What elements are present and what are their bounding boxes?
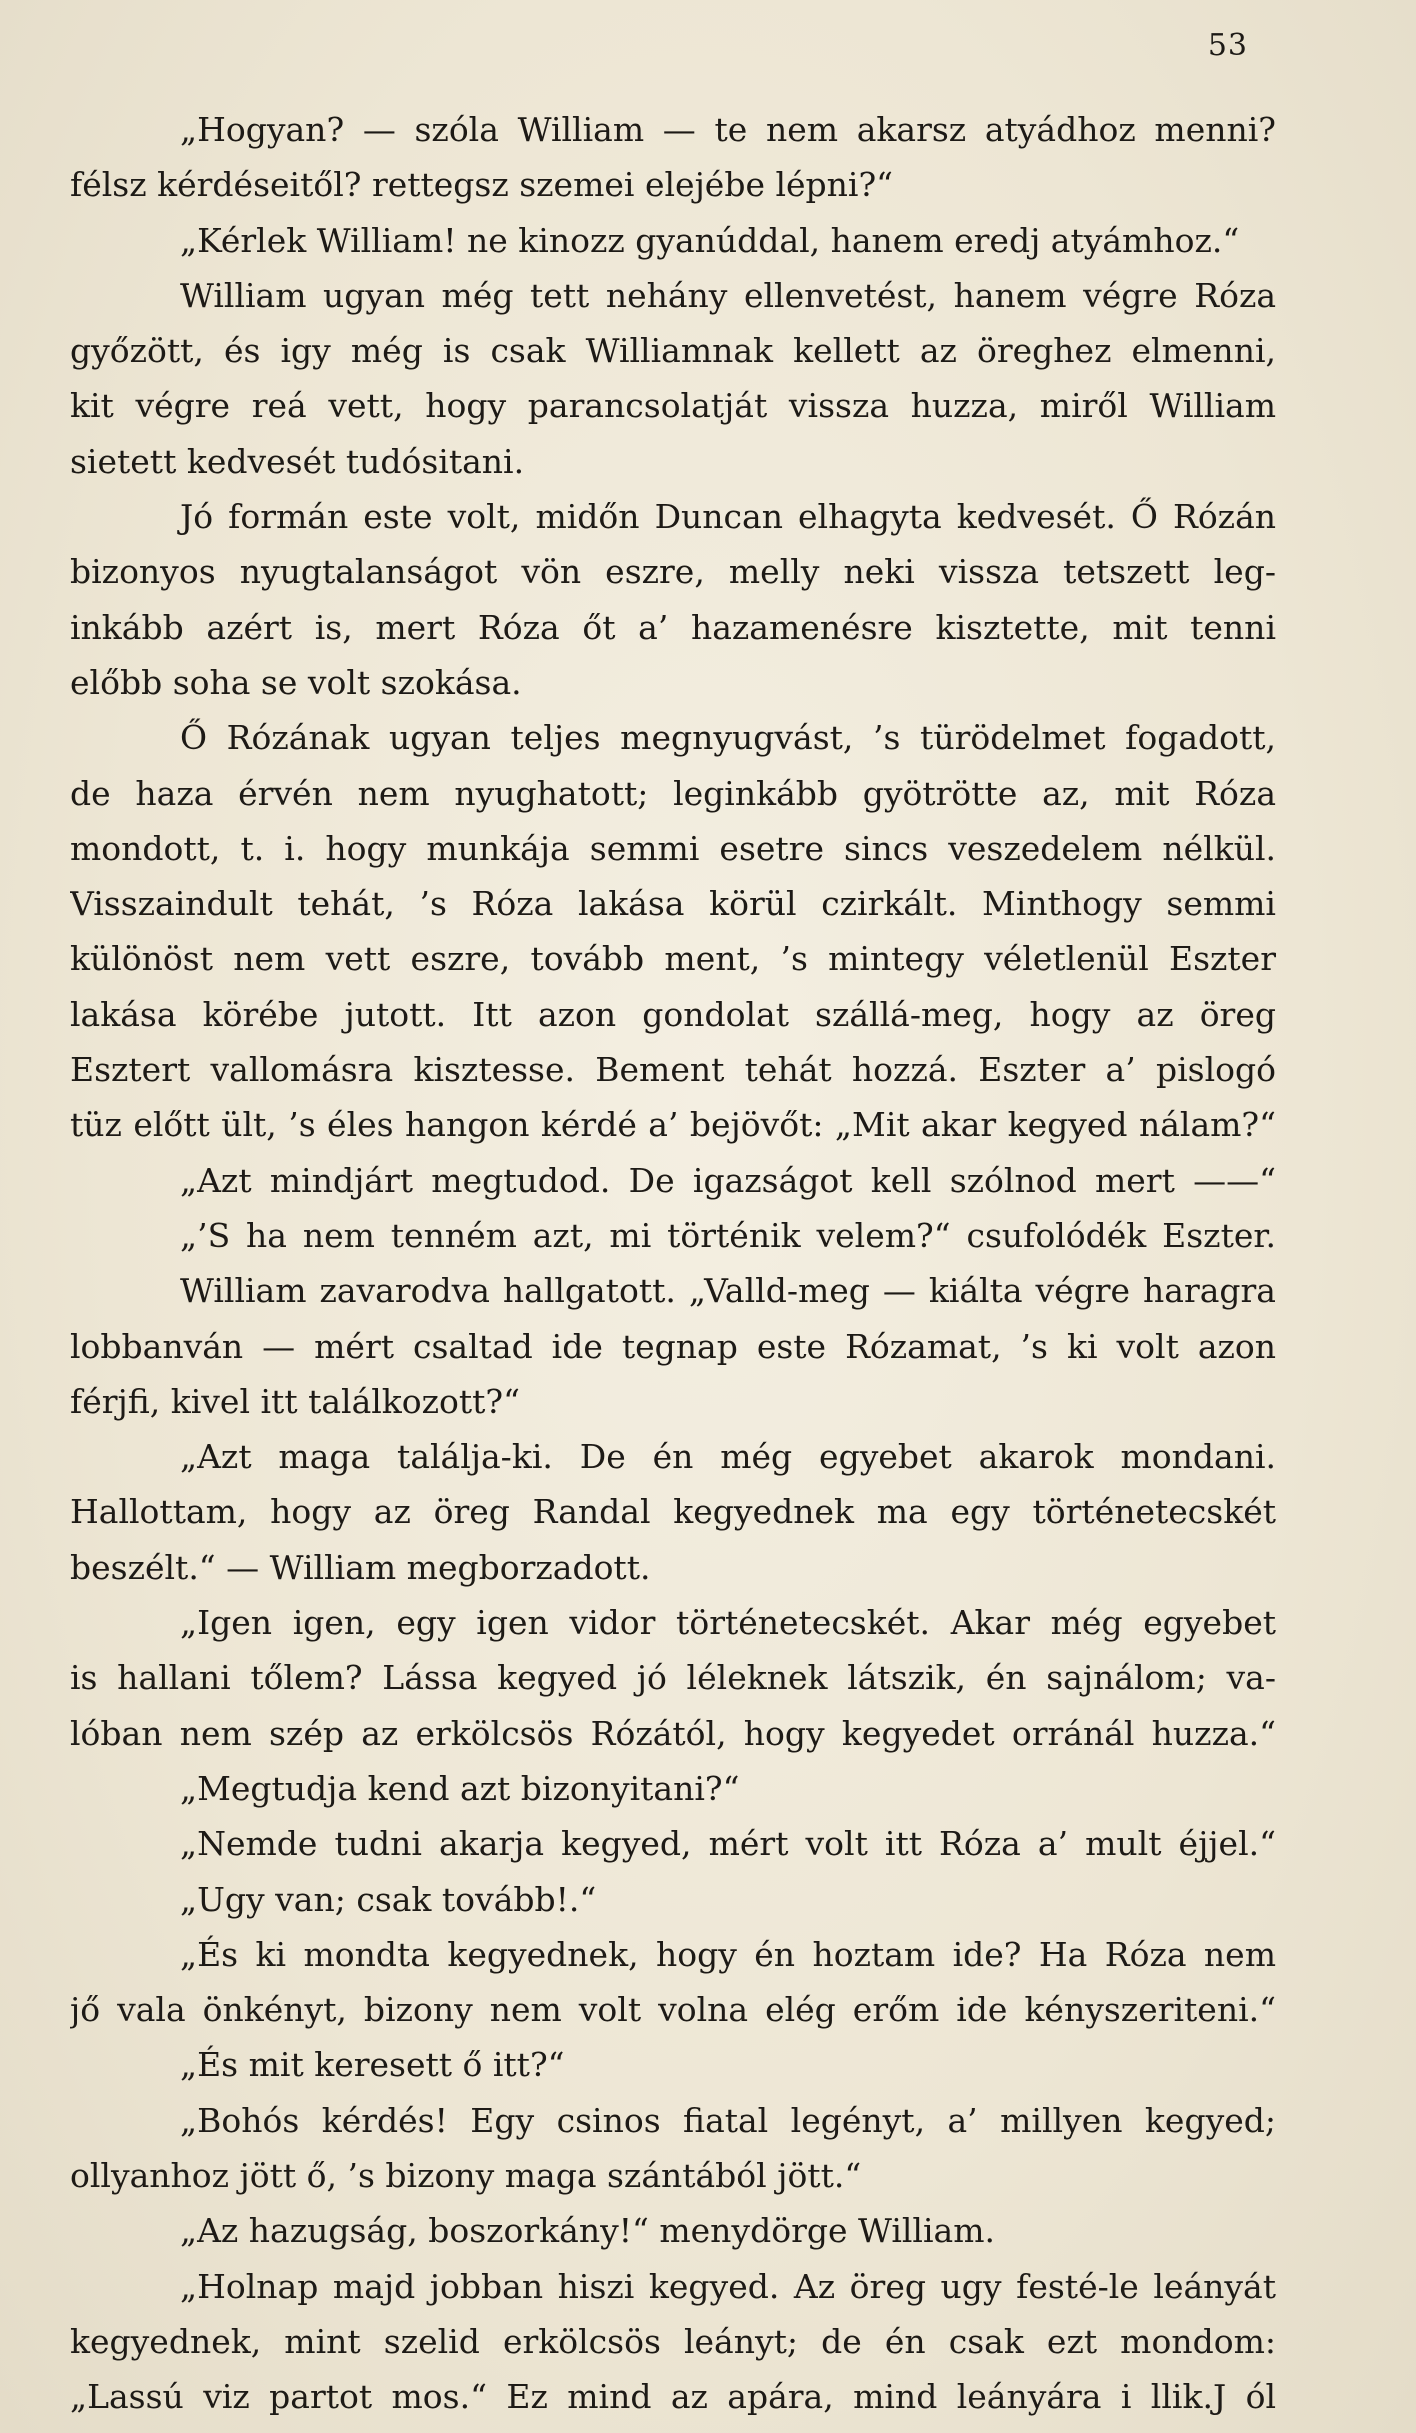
text-line: „És mit keresett ő itt?“ bbox=[180, 2045, 565, 2085]
text-line: jő vala önkényt, bizony nem volt volna elég erőm ide kényszeriteni.“ bbox=[70, 1990, 1276, 2030]
text-line: mondott, t. i. hogy munkája semmi esetre sincs veszedelem nélkül. bbox=[70, 828, 1276, 868]
text-line: előbb soha se volt szokása. bbox=[70, 662, 522, 702]
text-line: Esztert vallomásra kisztesse. Bement tehát hozzá. Eszter a’ pislogó bbox=[70, 1050, 1276, 1090]
text-line: Jó formán este volt, midőn Duncan elhagyta kedvesét. Ő Rózán bbox=[180, 497, 1276, 537]
text-line: William zavarodva hallgatott. „Valld-meg — kiálta végre haragra bbox=[180, 1271, 1276, 1311]
text-line: „Ugy van; csak tovább!.“ bbox=[180, 1879, 597, 1919]
text-line: lobbanván — mért csaltad ide tegnap este Rózamat, ’s ki volt azon bbox=[70, 1326, 1276, 1366]
text-line: győzött, és igy még is csak Williamnak kellett az öreghez elmenni, bbox=[70, 331, 1276, 371]
text-line: „Holnap majd jobban hiszi kegyed. Az öreg ugy festé-le leányát bbox=[180, 2266, 1276, 2306]
body-text bbox=[70, 102, 1276, 2424]
text-line: de haza érvén nem nyughatott; leginkább gyötrötte az, mit Róza bbox=[70, 773, 1276, 813]
text-line: „Nemde tudni akarja kegyed, mért volt itt Róza a’ mult éjjel.“ bbox=[180, 1824, 1276, 1864]
text-line: Visszaindult tehát, ’s Róza lakása körül czirkált. Minthogy semmi bbox=[70, 884, 1276, 924]
text-line: „Azt mindjárt megtudod. De igazságot kell szólnod mert ——“ bbox=[180, 1160, 1276, 1200]
text-line: kit végre reá vett, hogy parancsolatját vissza huzza, miről William bbox=[70, 386, 1276, 426]
text-line: lóban nem szép az erkölcsös Rózától, hogy kegyedet orránál huzza.“ bbox=[70, 1713, 1276, 1753]
text-line: „Az hazugság, boszorkány!“ menydörge William. bbox=[180, 2211, 995, 2251]
text-line: „’S ha nem tenném azt, mi történik velem?“ csufolódék Eszter. bbox=[180, 1215, 1276, 1255]
text-line: „Azt maga találja-ki. De én még egyebet akarok mondani. bbox=[180, 1437, 1276, 1477]
text-line: William ugyan még tett nehány ellenvetést, hanem végre Róza bbox=[180, 275, 1276, 315]
page-number: 53 bbox=[1207, 28, 1248, 63]
text-line: férjfi, kivel itt találkozott?“ bbox=[70, 1381, 520, 1421]
text-line: „Kérlek William! ne kinozz gyanúddal, hanem eredj atyámhoz.“ bbox=[180, 220, 1240, 260]
text-line: „Lassú viz partot mos.“ Ez mind az apára, mind leányára i llik.J ól bbox=[70, 2377, 1276, 2417]
text-line: „Hogyan? — szóla William — te nem akarsz atyádhoz menni? bbox=[180, 110, 1276, 149]
text-line: „Megtudja kend azt bizonyitani?“ bbox=[180, 1768, 740, 1808]
text-line: különöst nem vett eszre, tovább ment, ’s mintegy véletlenül Eszter bbox=[70, 939, 1276, 979]
text-line: ollyanhoz jött ő, ’s bizony maga szántából jött.“ bbox=[70, 2155, 862, 2195]
text-line: is hallani tőlem? Lássa kegyed jó léleknek látszik, én sajnálom; va- bbox=[70, 1658, 1276, 1698]
text-line: Hallottam, hogy az öreg Randal kegyednek ma egy történetecskét bbox=[70, 1492, 1276, 1532]
text-line: kegyednek, mint szelid erkölcsös leányt; de én csak ezt mondom: bbox=[70, 2321, 1276, 2361]
text-line: „Bohós kérdés! Egy csinos fiatal legényt, a’ millyen kegyed; bbox=[180, 2100, 1276, 2140]
text-line: lakása körébe jutott. Itt azon gondolat szállá-meg, hogy az öreg bbox=[70, 994, 1276, 1034]
text-line: félsz kérdéseitől? rettegsz szemei elejébe lépni?“ bbox=[70, 165, 894, 205]
text-line: bizonyos nyugtalanságot vön eszre, melly neki vissza tetszett leg- bbox=[70, 552, 1276, 592]
text-line: inkább azért is, mert Róza őt a’ hazamenésre kisztette, mit tenni bbox=[70, 607, 1276, 647]
text-line: sietett kedvesét tudósitani. bbox=[70, 441, 525, 481]
text-line: Ő Rózának ugyan teljes megnyugvást, ’s türödelmet fogadott, bbox=[180, 718, 1276, 758]
text-line: tüz előtt ült, ’s éles hangon kérdé a’ bejövőt: „Mit akar kegyed nálam?“ bbox=[70, 1105, 1276, 1145]
text-line: „Igen igen, egy igen vidor történetecskét. Akar még egyebet bbox=[180, 1603, 1276, 1643]
text-line: „És ki mondta kegyednek, hogy én hoztam ide? Ha Róza nem bbox=[180, 1934, 1276, 1974]
text-line: beszélt.“ — William megborzadott. bbox=[70, 1547, 651, 1587]
